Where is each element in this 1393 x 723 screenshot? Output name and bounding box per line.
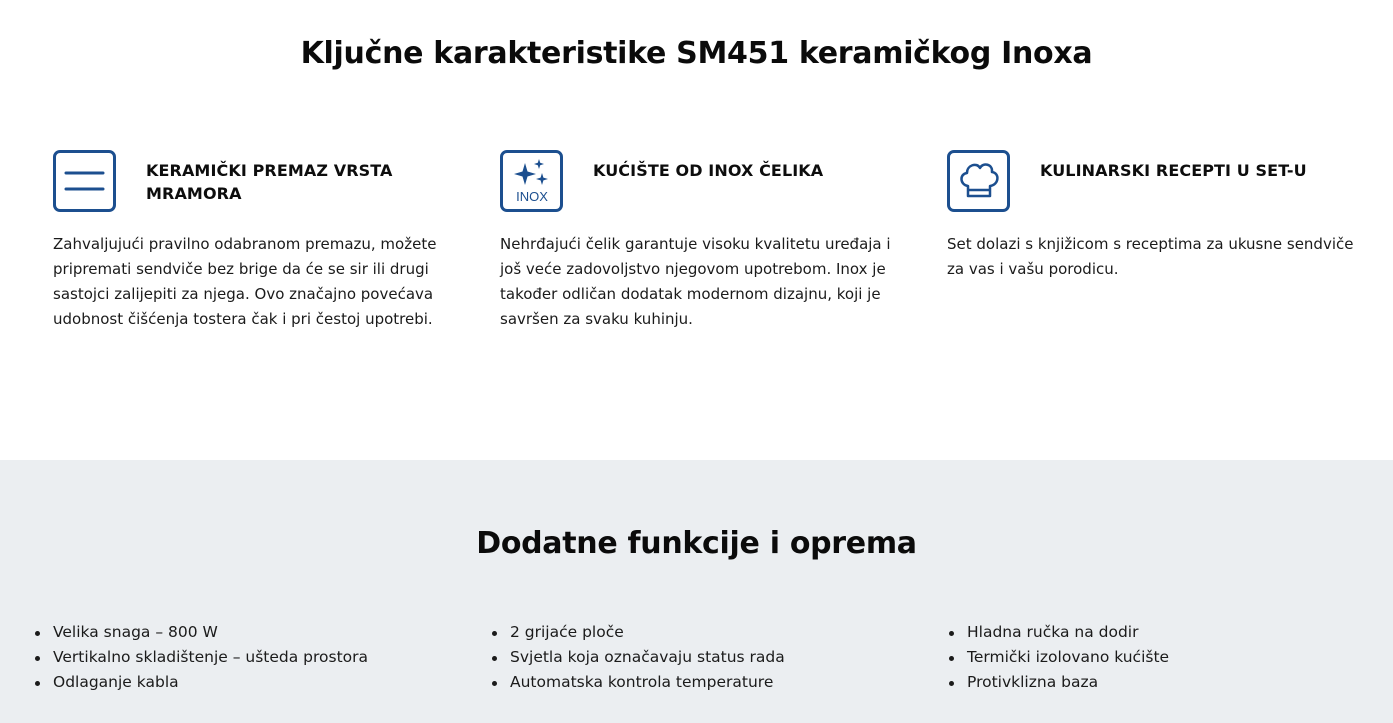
feature-title: KULINARSKI RECEPTI U SET-U — [1040, 161, 1307, 180]
feature-description: Nehrđajući čelik garantuje visoku kvalitetu uređaja i još veće zadovoljstvo njegovom upotrebom. Inox je također odličan dodatak modernom dizajnu, koji je savršen za svaku kuhinju. — [500, 235, 891, 328]
features-list-column-2 — [492, 620, 785, 695]
list-item: Termički izolovano kućište — [949, 645, 1169, 670]
inox-icon-label: INOX — [516, 189, 548, 204]
key-features-heading: Ključne karakteristike SM451 keramičkog Inoxa — [300, 36, 1093, 71]
additional-features-heading: Dodatne funkcije i oprema — [476, 526, 917, 561]
features-list-column-1 — [35, 620, 368, 695]
marble-lines-icon — [53, 150, 116, 212]
list-item: Svjetla koja označavaju status rada — [492, 645, 785, 670]
feature-title: KUĆIŠTE OD INOX ČELIKA — [593, 161, 824, 180]
chef-hat-icon — [947, 150, 1010, 212]
list-item: Vertikalno skladištenje – ušteda prostora — [35, 645, 368, 670]
list-item: 2 grijaće ploče — [492, 620, 785, 645]
list-item: Velika snaga – 800 W — [35, 620, 368, 645]
list-item: Hladna ručka na dodir — [949, 620, 1169, 645]
feature-description: Zahvaljujući pravilno odabranom premazu, možete pripremati sendviče bez brige da će se sir ili drugi sastojci zalijepiti za njega. Ovo značajno povećava udobnost čišćenja tostera čak i pri čestoj upotrebi. — [53, 235, 437, 328]
list-item: Odlaganje kabla — [35, 670, 368, 695]
list-item: Automatska kontrola temperature — [492, 670, 785, 695]
feature-title: KERAMIČKI PREMAZ VRSTA MRAMORA — [146, 161, 393, 203]
list-item: Protivklizna baza — [949, 670, 1169, 695]
inox-sparkle-icon — [500, 150, 563, 212]
feature-description: Set dolazi s knjižicom s receptima za ukusne sendviče za vas i vašu porodicu. — [947, 235, 1354, 278]
features-list-column-3 — [949, 620, 1169, 695]
